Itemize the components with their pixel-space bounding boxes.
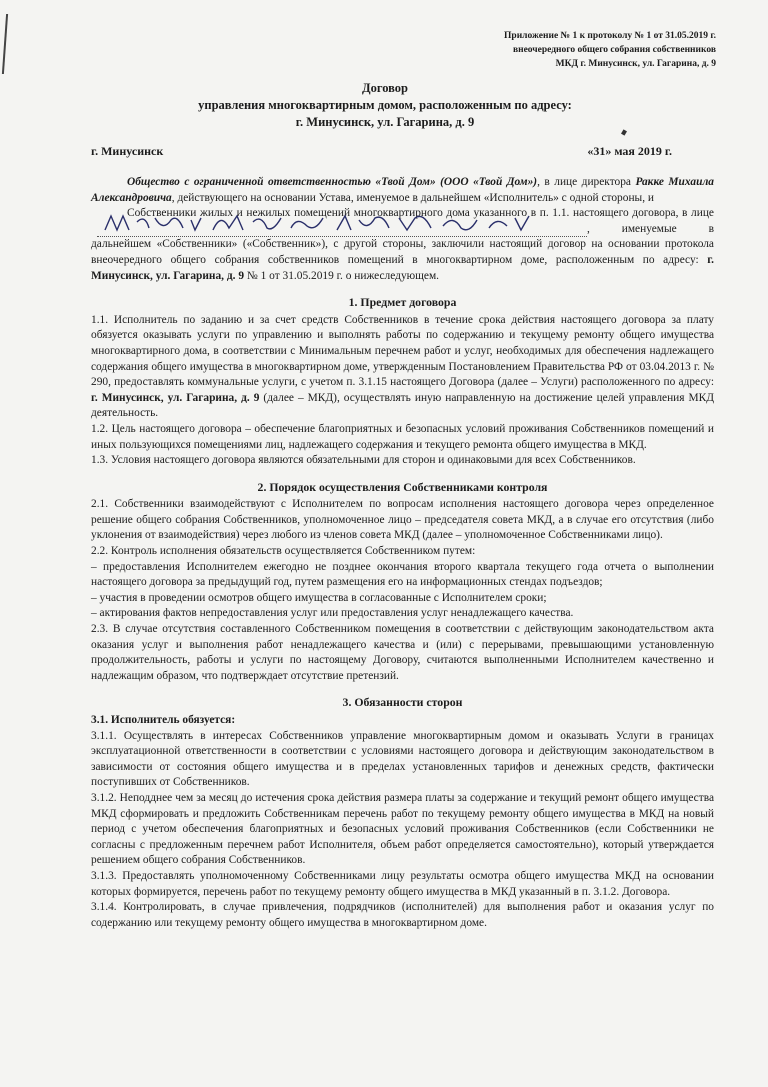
list-item: – предоставления Исполнителем ежегодно не позднее окончания второго квартала текущего года отчета о выполнении настоящего договора за предыдущий год, путем размещения его на информационных стендах подъездов;: [91, 560, 714, 589]
document-title: [90, 80, 680, 131]
clause-2-1: 2.1. Собственники взаимодействуют с Исполнителем по вопросам исполнения настоящего договора через определенное решение общего собрания Собственников, уполномоченное лицо – председателя совета МКД, а в случае его отсутствия (либо уклонения от взаимодействия) через любого из членов совета МКД (далее – уполномоченное Собственниками лицо).: [91, 498, 714, 542]
appendix-header: [436, 29, 716, 71]
list-item: – актирования фактов непредоставления услуг или предоставления услуг ненадлежащего качества.: [91, 607, 574, 620]
contract-city: г. Минусинск: [91, 144, 164, 158]
appendix-line: Приложение № 1 к протоколу № 1 от 31.05.2019 г.: [504, 31, 716, 41]
address: г. Минусинск, ул. Гагарина, д. 9: [91, 253, 714, 282]
scan-edge-mark: [2, 14, 14, 74]
text-run: Собственники жилых и нежилых помещений многоквартирного дома указанного в п. 1.1. настоящего договора, в лице: [127, 207, 714, 220]
clause-1-1: [91, 313, 714, 422]
clause-3-1-2: 3.1.2. Неподднее чем за месяц до истечения срока действия размера платы за содержание и текущий ремонт общего имущества МКД сформировать и предложить Собственникам перечень работ по текущему ремонту общего имущества в МКД на новый период с учетом обеспечения благоприятных и безопасных условий проживания Собственников (если Собственники не согласны с предложенным перечнем работ Исполнителя, объем работ определяется самостоятельно), который утверждается решением общего собрания Собственников.: [91, 791, 714, 867]
title-line: управления многоквартирным домом, расположенным по адресу:: [198, 98, 572, 112]
handwritten-name: [97, 222, 587, 237]
list-item: – участия в проведении осмотров общего имущества в согласованные с Исполнителем сроки;: [91, 591, 547, 604]
subsection-heading: 3.1. Исполнитель обязуется:: [91, 714, 236, 726]
text-run: именуемые в дальнейшем «Собственники» («Собственник»), с другой стороны, заключили настоящий договор на основании протокола внеочередного общего собрания собственников помещений в многоквартирном доме, расположенным по адресу:: [91, 222, 714, 266]
handwriting-signature: [97, 212, 577, 236]
clause-1-3: 1.3. Условия настоящего договора являются обязательными для сторон и одинаковыми для всех Собственников.: [91, 454, 636, 467]
appendix-line: МКД г. Минусинск, ул. Гагарина, д. 9: [555, 59, 716, 69]
contract-date: «31» мая 2019 г.: [587, 144, 672, 158]
text-run: 1.1. Исполнитель по заданию и за счет средств Собственников в течение срока действия настоящего договора за плату обязуется оказывать услуги по управлению и выполнять работы по содержанию и текущему ремонту общего имущества многоквартирного дома, в соответствии с Минимальным перечнем работ и услуг, необходимых для обеспечения надлежащего содержания общего имущества в многоквартирном доме, утвержденным Постановлением Правительства РФ от 03.04.2013 г. № 290, предоставлять коммунальные услуги, с учетом п. 3.1.15 настоящего Договора (далее – Услуги) расположенного по адресу:: [91, 313, 714, 389]
address: г. Минусинск, ул. Гагарина, д. 9: [91, 391, 260, 404]
section-heading: 3. Обязанности сторон: [342, 695, 463, 710]
title-line: Договор: [361, 81, 409, 95]
owners-paragraph: Собственники жилых и нежилых помещений многоквартирного дома указанного в п. 1.1. настоящего договора, в лице , именуемые в дальнейшем «Собственники» («Собственник»), с другой стороны, заключили настоящий договор на основании протокола внеочередного общего собрания собственников помещений в многоквартирном доме, расположенным по адресу: г. Минусинск, ул. Гагарина, д. 9 № 1 от 31.05.2019 г. о нижеследующем.: [91, 207, 714, 282]
clause-2-2: 2.2. Контроль исполнения обязательств осуществляется Собственником путем:: [91, 545, 476, 558]
clause-1-2: 1.2. Цель настоящего договора – обеспечение благоприятных и безопасных условий проживания Собственников помещений и иных пользующихся помещениями лиц, надлежащего содержания и текущего ремонта общего имущества в МКД.: [91, 422, 714, 451]
clause-2-3: 2.3. В случае отсутствия составленного Собственником помещения в соответствии с действующим законодательством акта оказания услуг и выполнения работ ненадлежащего качества и (или) с перерывами, превышающими установленную продолжительность, работы и услуги по настоящему Договору, считаются выполненными Исполнителем качественно и надлежащим образом, что подтверждает отсутствие претензий.: [91, 623, 714, 682]
clause-3-1-4: 3.1.4. Контролировать, в случае привлечения, подрядчиков (исполнителей) для выполнения работ и оказания услуг по содержанию или текущему ремонту общего имущества в многоквартирном доме.: [91, 901, 714, 929]
director-name: Ракке Михаила Александровича: [91, 176, 714, 204]
text-run: (далее – МКД), осуществлять иную направленную на достижение целей управления МКД деятельность.: [91, 391, 715, 420]
appendix-line: внеочередного общего собрания собственников: [512, 45, 716, 55]
pen-mark: [621, 129, 627, 135]
clause-3-1-1: 3.1.1. Осуществлять в интересах Собственников управление многоквартирным домом и оказывать Услуги в границах эксплуатационной ответственности в соответствии с условиями настоящего договора и действующим законодательством в зависимости от состояния общего имущества и в пределах установленных тарифов и денежных средств, фактически поступивших от Собственников.: [91, 729, 714, 789]
text-run: , в лице директора: [537, 176, 631, 188]
intro-paragraph: [91, 175, 714, 206]
text-run: № 1 от 31.05.2019 г. о нижеследующем.: [246, 269, 440, 282]
clause-3-1-3: 3.1.3. Предоставлять уполномоченному Собственниками лицу результаты осмотра общего имущества МКД на основании которых формируется, перечень работ по текущему ремонту общего имущества в МКД указанный в п. 3.1.2. Договора.: [91, 869, 714, 898]
section-heading: 1. Предмет договора: [348, 295, 457, 310]
company-name: Общество с ограниченной ответственностью «Твой Дом» (ООО «Твой Дом»): [127, 176, 538, 188]
title-line: г. Минусинск, ул. Гагарина, д. 9: [295, 115, 475, 129]
section-heading: 2. Порядок осуществления Собственниками контроля: [257, 479, 548, 494]
document-body: [91, 175, 714, 931]
text-run: , действующего на основании Устава, именуемое в дальнейшем «Исполнитель» с одной стороны, и: [171, 191, 654, 204]
